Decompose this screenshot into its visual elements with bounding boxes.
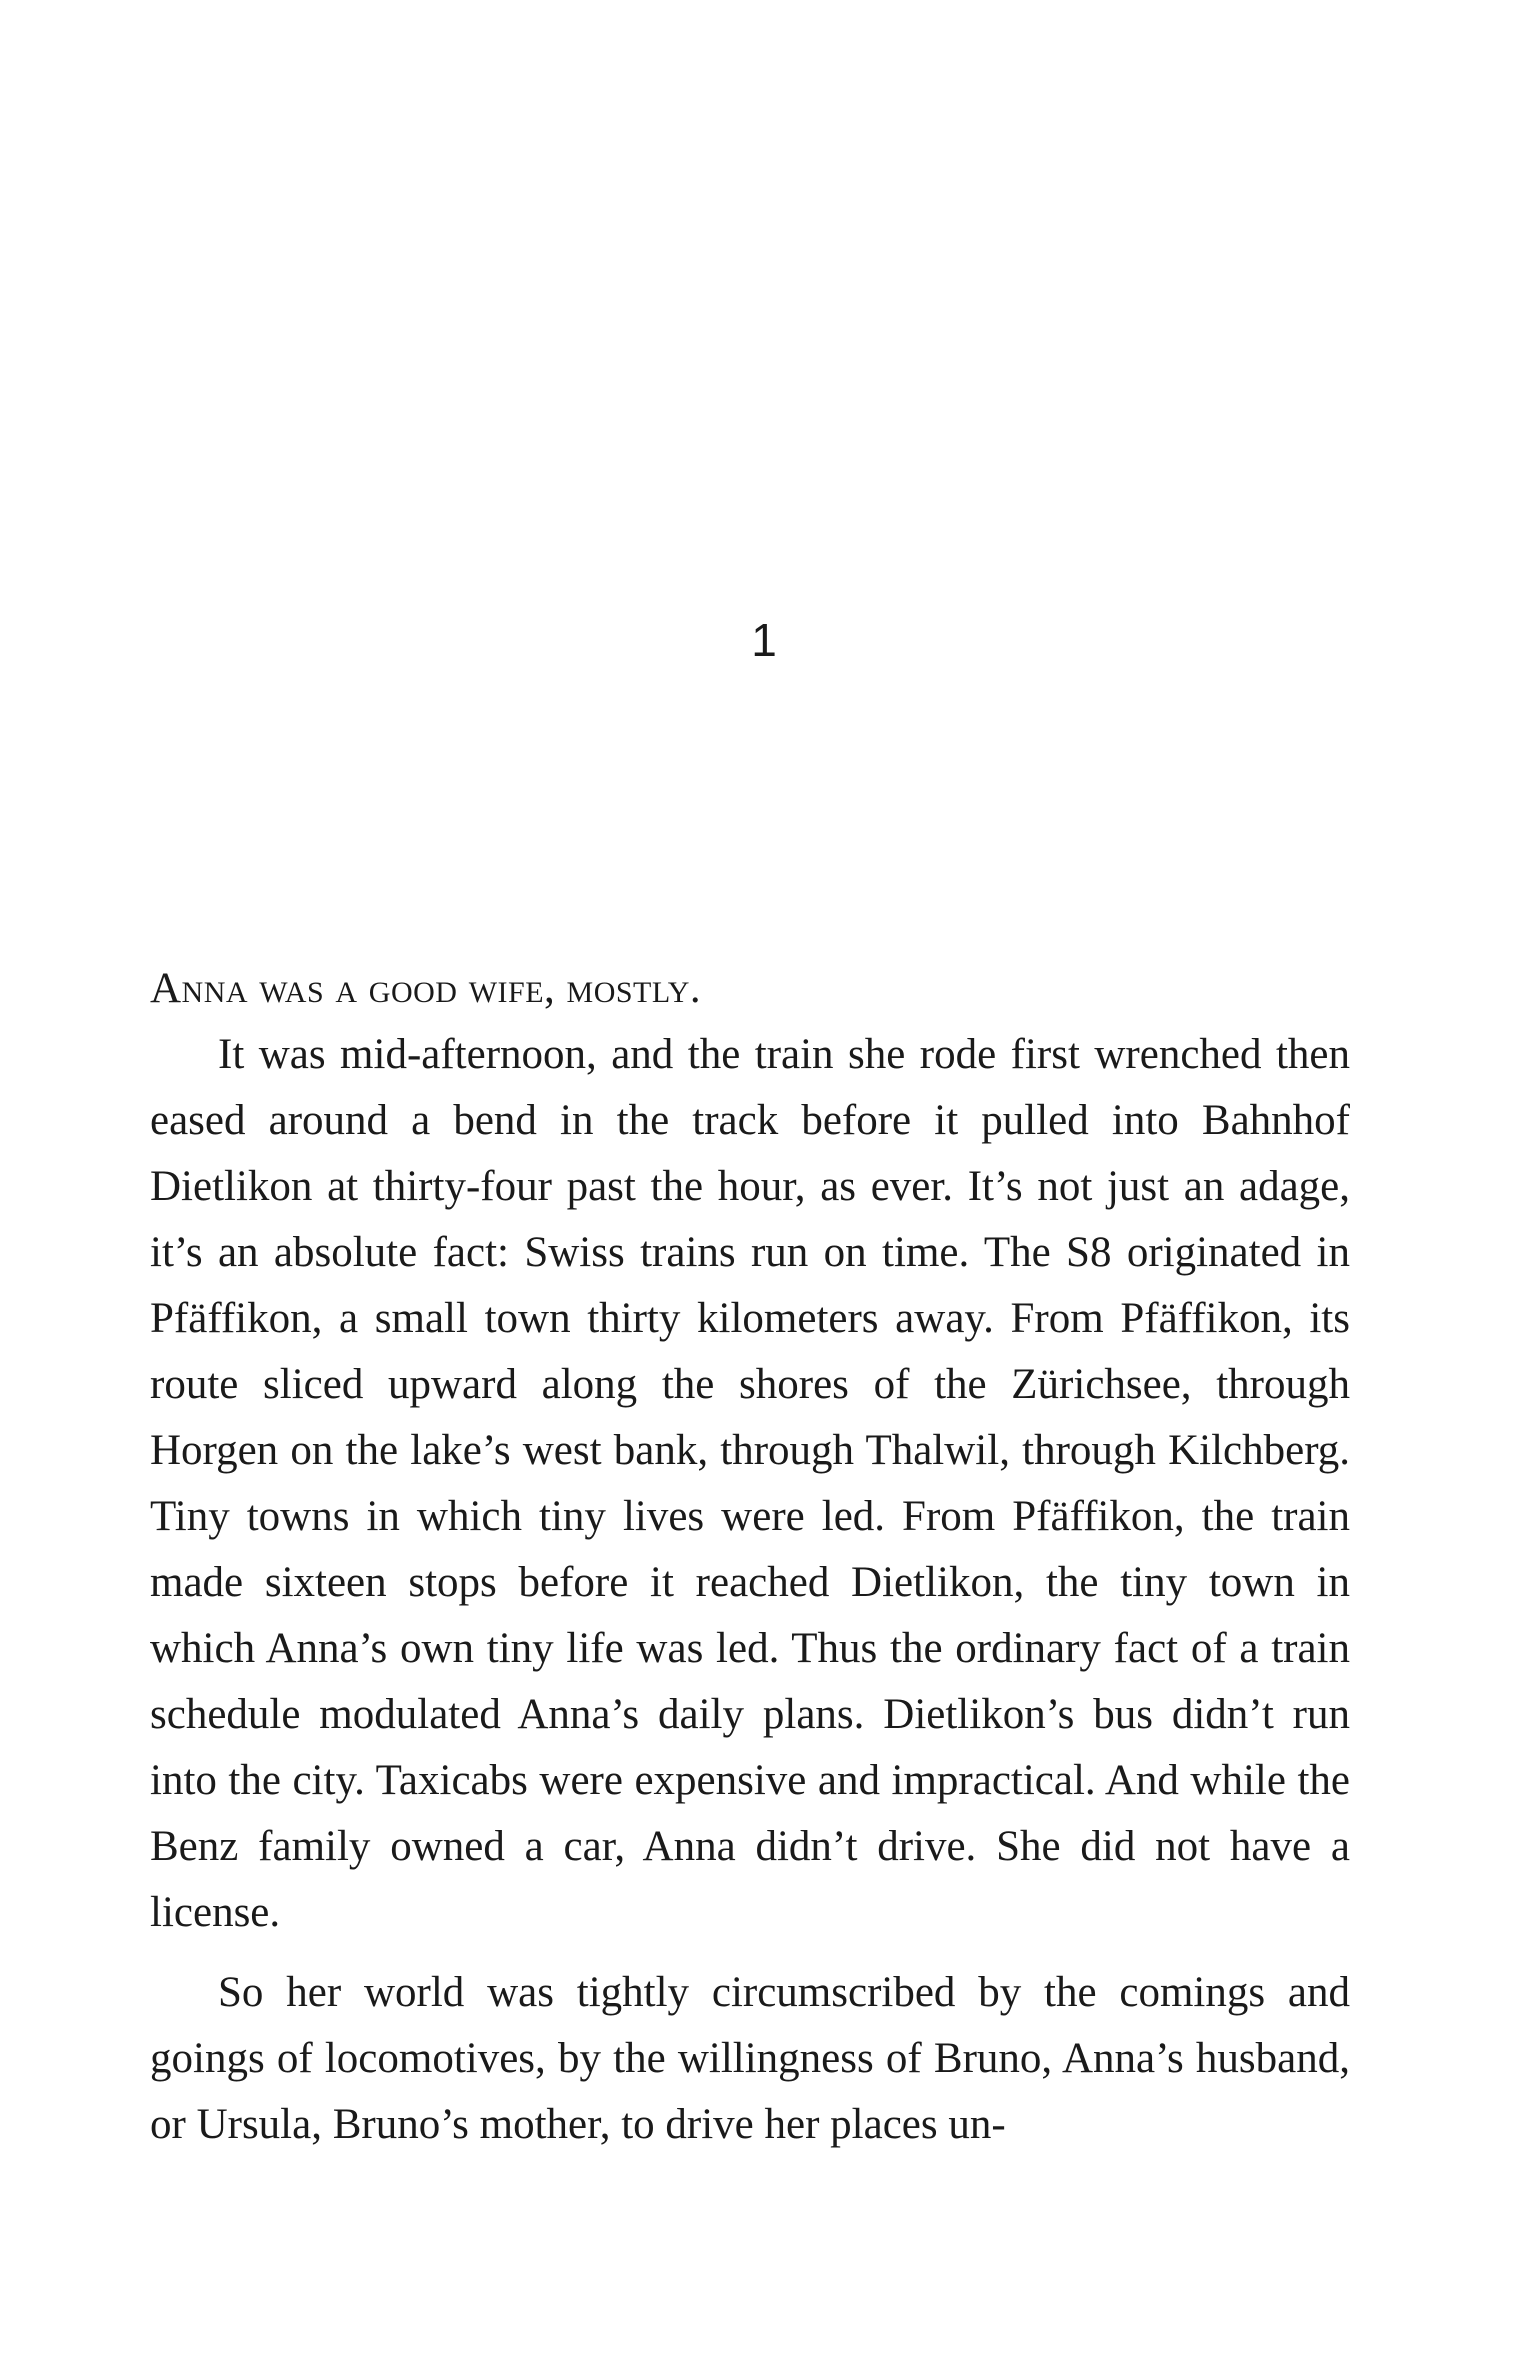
- opening-line: [150, 956, 1350, 1022]
- chapter-number: 1: [751, 614, 777, 666]
- paragraph-1: It was mid-afternoon, and the train she rode first wrenched then eased around a bend in the track before it pulled into Bahnhof Dietlikon at thirty-four past the hour, as ever. It’s not just an adage, it’s an absolute fact: Swiss trains run on time. The S8 originated in Pfäffikon, a small town thirty kilometers away. From Pfäffikon, its route sliced upward along the shores of the Zürichsee, through Horgen on the lake’s west bank, through Thalwil, through Kilchberg. Tiny towns in which tiny lives were led. From Pfäffikon, the train made sixteen stops before it reached Dietlikon, the tiny town in which Anna’s own tiny life was led. Thus the ordinary fact of a train schedule modulated Anna’s daily plans. Dietlikon’s bus didn’t run into the city. Taxicabs were expensive and impractical. And while the Benz family owned a car, Anna didn’t drive. She did not have a license.: [150, 1031, 1350, 1936]
- opening-line-text: Anna was a good wife, mostly.: [150, 965, 702, 1012]
- paragraph-2: So her world was tightly circumscribed by the comings and goings of locomotives, by the willingness of Bruno, Anna’s husband, or Ursula, Bruno’s mother, to drive her places un-: [150, 1969, 1350, 2148]
- chapter-text: [150, 956, 1350, 2158]
